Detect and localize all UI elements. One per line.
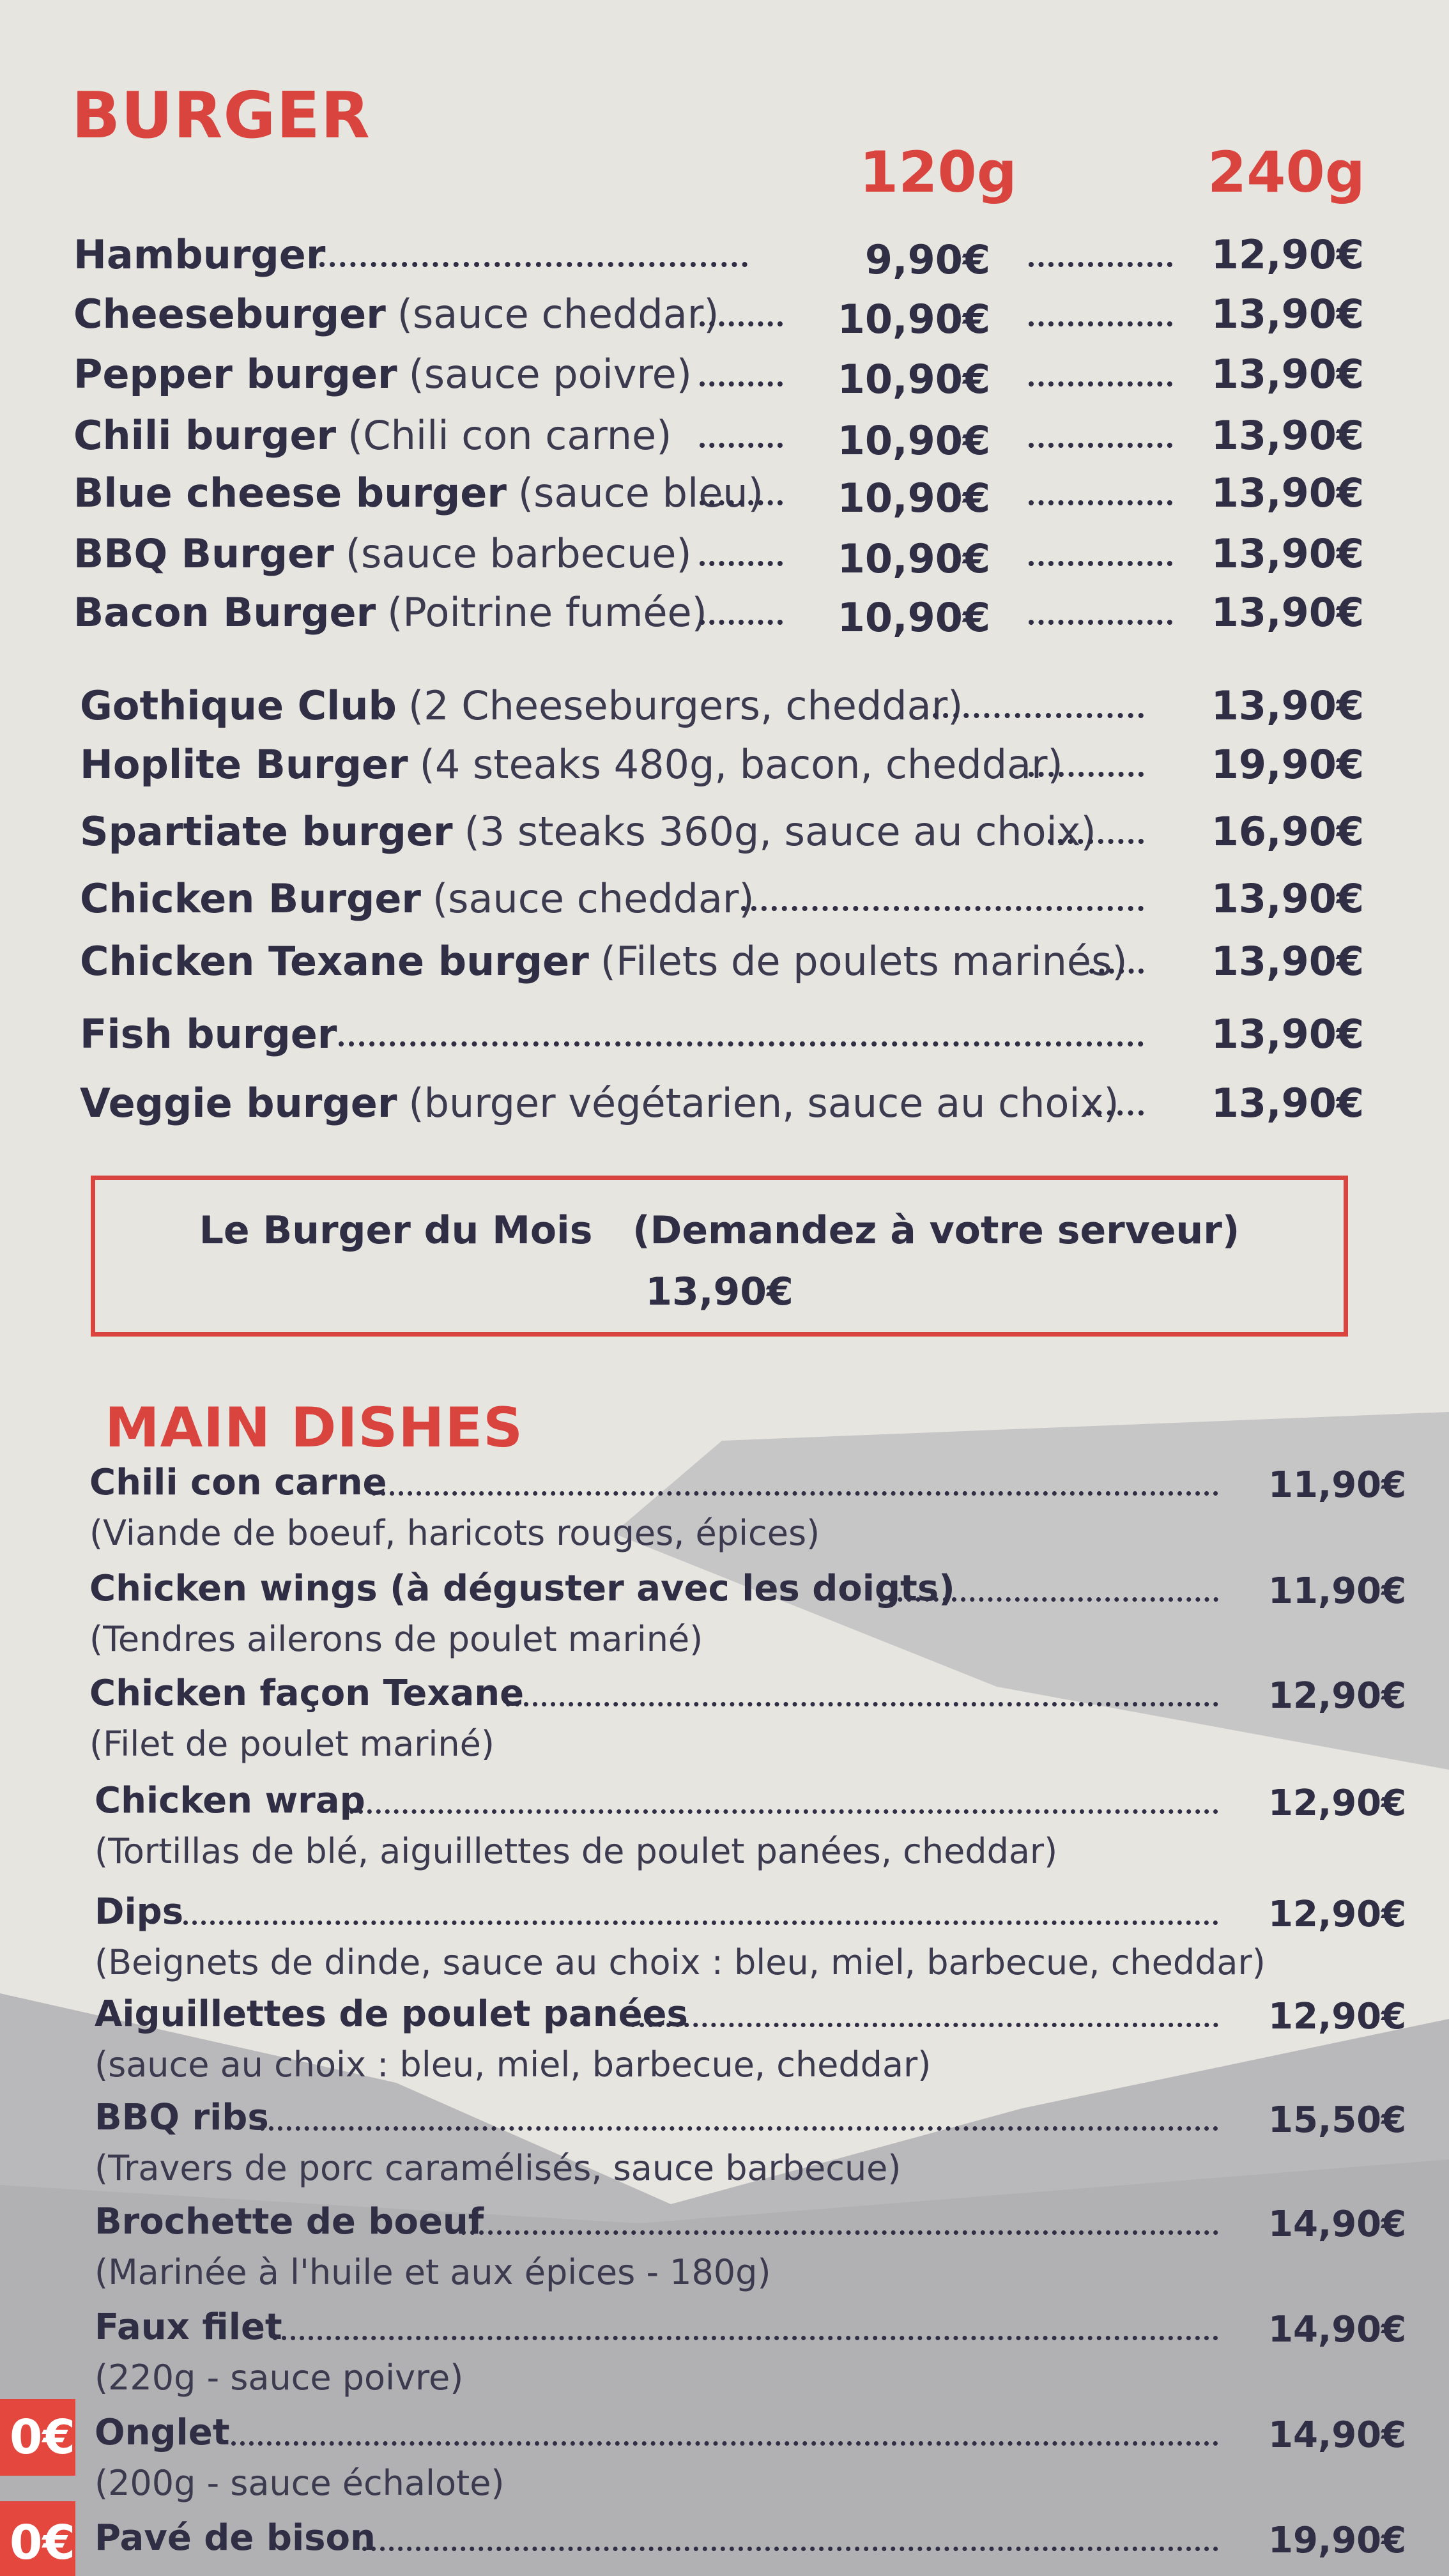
- price-240g: 12,90€: [1211, 231, 1364, 278]
- price-120g: 10,90€: [837, 296, 990, 342]
- dot-leader: [319, 262, 747, 267]
- burger-row: [80, 1080, 1119, 1137]
- burger-row: [80, 938, 1128, 995]
- burger-row: [80, 741, 1063, 799]
- dot-leader: [506, 1702, 1218, 1706]
- dot-leader: [1029, 443, 1172, 448]
- burger-name: Veggie burger: [80, 1080, 397, 1126]
- burger-name: Cheeseburger: [73, 291, 386, 337]
- column-header-240g: 240g: [1208, 139, 1365, 205]
- burger-description: (Chili con carne): [348, 412, 672, 459]
- burger-name: Chicken Burger: [80, 875, 421, 922]
- dish-price: 15,50€: [1268, 2099, 1407, 2141]
- dot-leader: [1029, 381, 1172, 387]
- dish-name: Dips: [95, 1891, 184, 1933]
- dish-description: (Viande de boeuf, haricots rouges, épices): [89, 1513, 820, 1553]
- dish-price: 14,90€: [1268, 2414, 1407, 2456]
- dot-leader: [700, 561, 783, 566]
- dot-leader: [349, 1809, 1218, 1814]
- column-header-120g: 120g: [859, 139, 1017, 205]
- burger-description: (2 Cheeseburgers, cheddar): [408, 682, 963, 729]
- price-120g: 10,90€: [837, 475, 990, 521]
- dot-leader: [1089, 969, 1144, 974]
- dish-price: 12,90€: [1268, 1675, 1407, 1717]
- burger-description: (burger végétarien, sauce au choix): [408, 1080, 1119, 1126]
- dish-price: 12,90€: [1268, 1996, 1407, 2037]
- burger-name: Blue cheese burger: [73, 470, 507, 516]
- burger-price: 19,90€: [1211, 741, 1364, 788]
- dot-leader: [1029, 500, 1172, 505]
- dot-leader: [339, 1041, 1144, 1046]
- burger-price: 13,90€: [1211, 682, 1364, 729]
- dish-name: Pavé de bison: [95, 2517, 376, 2559]
- dish-name: Onglet: [95, 2412, 230, 2453]
- burger-price: 16,90€: [1211, 808, 1364, 855]
- dish-name: Faux filet: [95, 2306, 282, 2348]
- burger-name: Hoplite Burger: [80, 741, 408, 788]
- price-240g: 13,90€: [1211, 530, 1364, 577]
- dot-leader: [1029, 262, 1172, 267]
- dish-name: Chicken façon Texane: [89, 1673, 525, 1714]
- dish-price: 11,90€: [1268, 1464, 1407, 1506]
- dish-price: 14,90€: [1268, 2309, 1407, 2350]
- dot-leader: [1029, 772, 1144, 777]
- dish-description: (Beignets de dinde, sauce au choix : bleu, miel, barbecue, cheddar): [95, 1942, 1266, 1982]
- burger-price: 13,90€: [1211, 938, 1364, 985]
- dish-name: Aiguillettes de poulet panées: [95, 1993, 688, 2035]
- dish-description: (Tendres ailerons de poulet mariné): [89, 1619, 703, 1659]
- dish-name: Chicken wings (à déguster avec les doigts): [89, 1568, 955, 1609]
- burger-name: Chicken Texane burger: [80, 938, 589, 985]
- dot-leader: [631, 2023, 1218, 2027]
- dot-leader: [700, 321, 783, 326]
- price-240g: 13,90€: [1211, 291, 1364, 337]
- dish-description: (Tortillas de blé, aiguillettes de poulet panées, cheddar): [95, 1831, 1058, 1871]
- price-120g: 10,90€: [837, 417, 990, 464]
- dot-leader: [1029, 321, 1172, 326]
- burger-name: Fish burger: [80, 1011, 337, 1057]
- burger-name: Hamburger: [73, 231, 326, 278]
- burger-row: [80, 682, 963, 740]
- dot-leader: [741, 906, 1144, 911]
- burger-name: BBQ Burger: [73, 530, 334, 577]
- dish-name: Chili con carne: [89, 1462, 387, 1503]
- burger-name: Spartiate burger: [80, 808, 453, 855]
- price-120g: 10,90€: [837, 356, 990, 402]
- dish-description: (220g - sauce poivre): [95, 2358, 464, 2398]
- price-240g: 13,90€: [1211, 351, 1364, 397]
- burger-of-the-month-label: Le Burger du Mois (Demandez à votre serveur): [199, 1208, 1240, 1253]
- burger-price: 13,90€: [1211, 875, 1364, 922]
- burger-description: (sauce bleu): [518, 470, 763, 516]
- dish-description: (Travers de porc caramélisés, sauce barbecue): [95, 2148, 901, 2188]
- dot-leader: [1048, 839, 1144, 844]
- dot-leader: [260, 2126, 1218, 2131]
- burger-price: 13,90€: [1211, 1011, 1364, 1057]
- dish-price: 11,90€: [1268, 1570, 1407, 1612]
- dish-name: BBQ ribs: [95, 2097, 269, 2138]
- burger-description: (sauce cheddar): [397, 291, 719, 337]
- dish-description: (Marinée à l'huile et aux épices - 180g): [95, 2252, 771, 2292]
- burger-of-the-month-price: 13,90€: [645, 1269, 793, 1314]
- burger-name: Pepper burger: [73, 351, 397, 397]
- dot-leader: [1029, 561, 1172, 566]
- dot-leader: [372, 1491, 1218, 1496]
- dot-leader: [273, 2336, 1218, 2340]
- dot-leader: [231, 2441, 1218, 2446]
- burger-price: 13,90€: [1211, 1080, 1364, 1126]
- dish-price: 14,90€: [1268, 2204, 1407, 2245]
- burger-description: (sauce cheddar): [432, 875, 755, 922]
- dot-leader: [700, 620, 783, 625]
- burger-of-the-month-box: [91, 1176, 1348, 1337]
- price-120g: 10,90€: [837, 535, 990, 582]
- burger-description: (sauce barbecue): [345, 530, 692, 577]
- dot-leader: [1086, 1110, 1144, 1116]
- burger-row: [73, 291, 719, 348]
- dish-description: (Filet de poulet mariné): [89, 1724, 494, 1764]
- dot-leader: [700, 381, 783, 387]
- dish-price: 19,90€: [1268, 2520, 1407, 2561]
- dot-leader: [880, 1597, 1218, 1602]
- dot-leader: [933, 713, 1144, 718]
- dot-leader: [183, 1920, 1218, 1925]
- burger-description: (sauce poivre): [408, 351, 692, 397]
- burger-row: [80, 875, 755, 933]
- burger-section-title: BURGER: [72, 78, 371, 153]
- burger-name: Bacon Burger: [73, 589, 376, 636]
- price-240g: 13,90€: [1211, 470, 1364, 516]
- price-120g: 9,90€: [864, 236, 990, 283]
- dish-name: Chicken wrap: [95, 1780, 365, 1821]
- dish-description: (sauce au choix : bleu, miel, barbecue, cheddar): [95, 2044, 931, 2085]
- burger-description: (4 steaks 480g, bacon, cheddar): [419, 741, 1063, 788]
- main-dishes-section-title: MAIN DISHES: [105, 1396, 524, 1460]
- side-price-tag: 0€: [0, 2501, 75, 2576]
- dot-leader: [461, 2230, 1218, 2235]
- burger-row: [80, 808, 1096, 866]
- dot-leader: [1029, 620, 1172, 625]
- burger-row: [73, 589, 707, 647]
- price-120g: 10,90€: [837, 594, 990, 641]
- dot-leader: [700, 443, 783, 448]
- dot-leader: [362, 2547, 1218, 2551]
- burger-name: Gothique Club: [80, 682, 397, 729]
- dish-price: 12,90€: [1268, 1894, 1407, 1935]
- dish-name: Brochette de boeuf: [95, 2201, 484, 2242]
- burger-row: [73, 412, 671, 470]
- dish-price: 12,90€: [1268, 1782, 1407, 1824]
- price-240g: 13,90€: [1211, 412, 1364, 459]
- burger-description: (Filets de poulets marinés): [600, 938, 1128, 985]
- burger-row: [73, 351, 692, 408]
- price-240g: 13,90€: [1211, 589, 1364, 636]
- burger-row: [73, 231, 325, 289]
- burger-row: [73, 470, 763, 527]
- burger-description: (3 steaks 360g, sauce au choix): [464, 808, 1096, 855]
- burger-description: (Poitrine fumée): [387, 589, 707, 636]
- side-price-tag: 0€: [0, 2399, 75, 2476]
- burger-row: [80, 1011, 337, 1068]
- dish-description: (200g - sauce échalote): [95, 2463, 505, 2503]
- burger-row: [73, 530, 692, 588]
- burger-name: Chili burger: [73, 412, 337, 459]
- dot-leader: [700, 500, 783, 505]
